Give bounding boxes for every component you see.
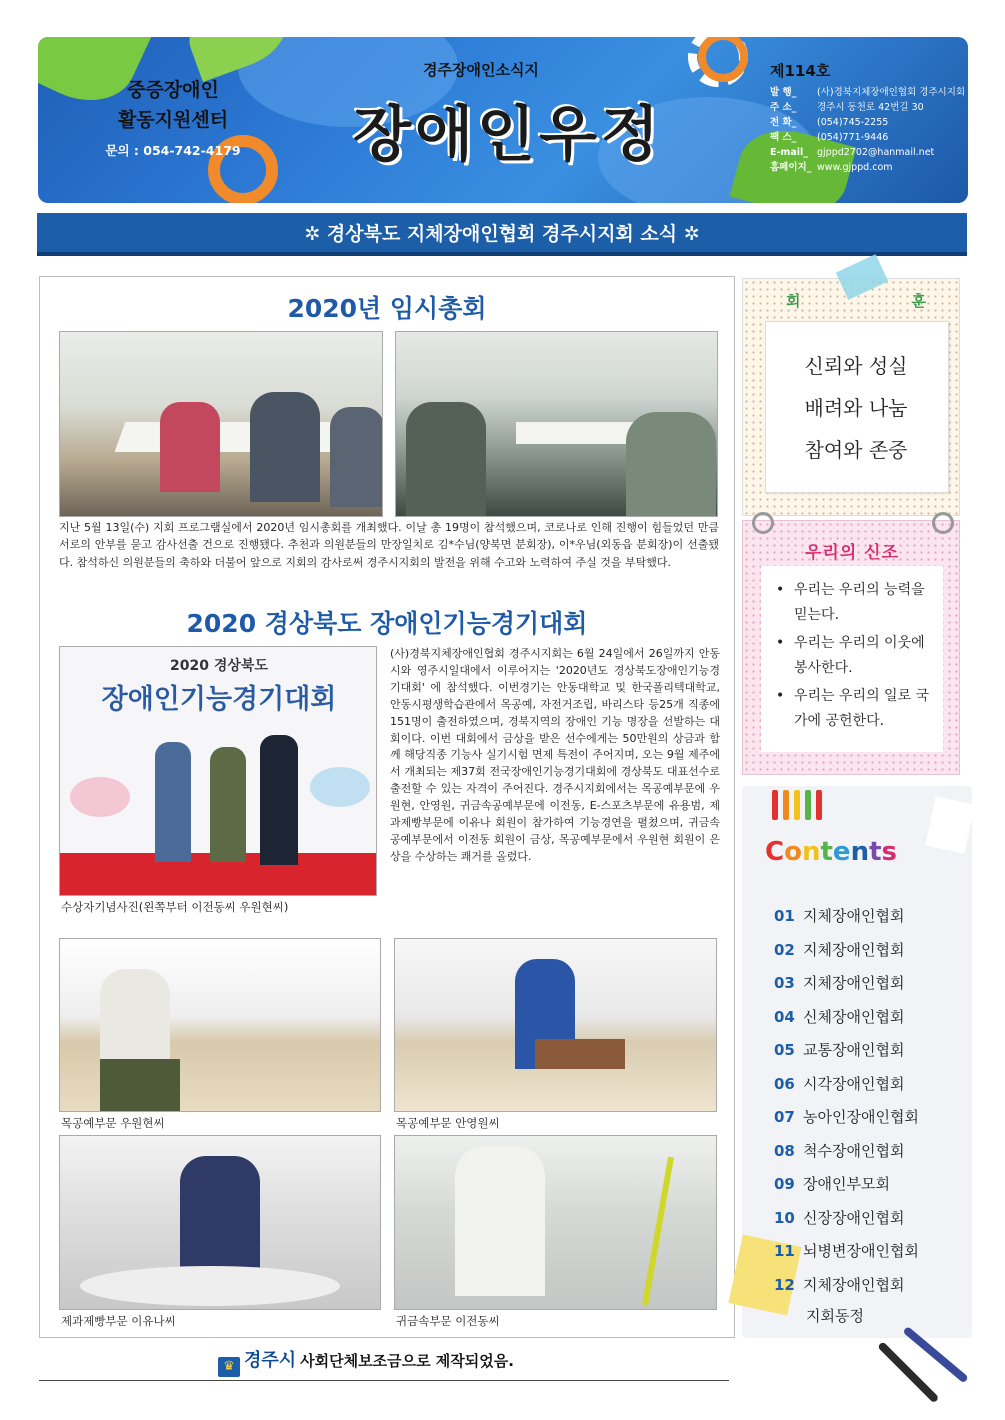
motto-heading: 회 훈: [786, 292, 926, 310]
person-shape: [455, 1146, 545, 1296]
handprint-decoration: [310, 767, 370, 807]
person-shape: [330, 407, 383, 507]
binder-ring-icon: [752, 512, 774, 534]
center-contact: 문의 : 054-742-4179: [105, 143, 241, 158]
toc-item[interactable]: 08 척수장애인협회: [774, 1141, 905, 1160]
toc-item[interactable]: 12 지체장애인협회: [774, 1275, 905, 1294]
motto-line: 참여와 존중: [804, 438, 908, 462]
toc-item[interactable]: 01 지체장애인협회: [774, 907, 905, 925]
masthead: [38, 37, 968, 203]
meeting-photo: [395, 331, 718, 517]
contents-title-letter: s: [881, 837, 897, 867]
poster-year: 2020 경상북도: [170, 658, 268, 674]
toc-item[interactable]: 07 농아인장애인협회: [774, 1108, 919, 1126]
city-logo-icon: ♛: [218, 1357, 240, 1377]
award-photo: [59, 646, 377, 896]
gallery-photo-jewelry: [394, 1135, 717, 1310]
publisher-info: [770, 60, 968, 175]
article1-title: 2020년 임시총회: [287, 294, 487, 323]
toc-item[interactable]: 10 신장장애인협회: [774, 1208, 905, 1227]
support-center: [78, 75, 268, 159]
article1-body: 지난 5월 13일(수) 지회 프로그램실에서 2020년 임시총회를 개최했다. 이날 총 19명이 참석했으며, 코로나로 인해 진행이 힘들었던 만큼 서로의 안부를 묻고 감사선출 건으로 진행됐다. 추천과 의원분들의 만장일치로 김*수님(양북면 분회장), 이*우님(외동읍 분회장)이 선출됐다. 참석하신 의원분들의 축하와 더불어 앞으로 지회의 감사로써 경주시지회의 발전을 위해 수고와 노력하여 주실 것을 부탁했다.: [59, 521, 719, 569]
center-name-line2: 활동지원센터: [117, 109, 229, 131]
contents-title-letter: t: [820, 837, 833, 867]
gallery-caption: 제과제빵부문 이유나씨: [61, 1314, 176, 1328]
toc-item[interactable]: 06 시각장애인협회: [774, 1074, 905, 1093]
section-banner: ✲ 경상북도 지체장애인협회 경주시지회 소식 ✲: [37, 213, 967, 256]
crayon-decoration: [772, 790, 822, 820]
city-name: 경주시: [244, 1350, 297, 1371]
gallery-caption: 귀금속부문 이전동씨: [396, 1314, 500, 1328]
toc-item[interactable]: 09 장애인부모회: [774, 1175, 890, 1193]
toc-item[interactable]: 02 지체장애인협회: [774, 940, 905, 959]
meta-row: 주 소_ 경주시 동천로 42번길 30: [770, 102, 924, 113]
motto-line: 신뢰와 성실: [804, 354, 908, 378]
person-shape: [100, 1059, 180, 1112]
meeting-photo: [59, 331, 383, 517]
creed-item: • 우리는 우리의 일로 국가에 공헌한다.: [772, 684, 942, 734]
contents-title-letter: n: [801, 837, 821, 867]
person-shape: [626, 412, 716, 517]
person-shape: [406, 402, 486, 517]
gallery-photo-baking: [59, 1135, 381, 1310]
person-shape: [155, 742, 191, 862]
article2-title: 2020 경상북도 장애인기능경기대회: [186, 609, 588, 638]
bowl-shape: [80, 1266, 340, 1306]
contents-title-letter: o: [784, 837, 802, 867]
funding-text: 사회단체보조금으로 제작되었음.: [300, 1352, 514, 1370]
meta-row: 팩 스_ (054)771-9446: [770, 132, 889, 143]
creed-item: • 우리는 우리의 이웃에 봉사한다.: [772, 631, 942, 681]
person-shape: [160, 402, 220, 492]
toc-item[interactable]: 11 뇌병변장애인협회: [774, 1242, 919, 1260]
person-shape: [250, 392, 320, 502]
magazine-title: 장애인우정: [353, 100, 663, 170]
magazine-subtitle: 경주장애인소식지: [423, 61, 539, 79]
center-name-line1: 중증장애인: [127, 79, 219, 101]
creed-heading: 우리의 신조: [804, 543, 900, 563]
creed-item: • 우리는 우리의 능력을 믿는다.: [772, 578, 942, 628]
gallery-caption: 목공예부문 우원현씨: [61, 1116, 165, 1130]
issue-number: 제114호: [770, 62, 831, 80]
contents-title-letter: n: [850, 837, 870, 867]
poster-title: 장애인기능경기대회: [101, 684, 337, 715]
meta-row: 발 행_ (사)경북지체장애인협회 경주시지회: [770, 87, 966, 98]
funding-notice: [218, 1346, 514, 1377]
creed-list: [772, 578, 942, 737]
wood-piece: [535, 1039, 625, 1069]
meta-row: 전 화_ (054)745-2255: [770, 117, 889, 128]
gallery-photo-woodwork-2: [394, 938, 717, 1112]
binder-ring-icon: [932, 512, 954, 534]
gallery-caption: 목공예부문 안영원씨: [396, 1116, 500, 1130]
toc-item[interactable]: 03 지체장애인협회: [774, 974, 905, 992]
toc-item[interactable]: 05 교통장애인협회: [774, 1041, 905, 1059]
motto-line: 배려와 나눔: [804, 396, 908, 420]
meta-row: E-mail_ gjppd2702@hanmail.net: [770, 147, 935, 158]
gallery-photo-woodwork-1: [59, 938, 381, 1112]
handprint-decoration: [70, 777, 130, 817]
contents-title-letter: e: [832, 837, 851, 867]
meta-row: 홈페이지_ www.gjppd.com: [770, 162, 893, 173]
person-shape: [210, 747, 246, 862]
contents-title: [765, 837, 897, 867]
article2-body: (사)경북지체장애인협회 경주시지회는 6월 24일에서 26일까지 안동시와 영주시일대에서 이루어지는 '2020년도 경상북도장애인기능경기대회' 에 참석했다. 이번경기는 안동대학교 및 한국폴리텍대학교, 안동시평생학습관에서 목공예, 자전거조립, 바리스타 등25개 직종에 151명이 출전하였으며, 경북지역의 장애인 기능 명장을 선발하는 대회이다. 이번 대회에서 금상을 받은 선수에게는 50만원의 상금과 함께 해당직종 기능사 실기시험 면제 특전이 주어지며, 오는 9월 제주에서 개최되는 제37회 전국장애인기능경기대회에 경상북도 대표선수로 출전할 수 있는 자격이 주어진다. 경주시지회에서는 목공예부문에 우원현, 안영원, 귀금속공예부문에 이전동, E-스포츠부문에 유용범, 제과제빵부문에 이유나 회원이 참가하여 기능경연을 펼쳤으며, 귀금속공예부문에서 이전동 회원이 금상, 목공예부문에서 우원현 회원이 은상을 수상하는 쾌거를 올렸다.: [390, 647, 720, 863]
award-photo-caption: 수상자기념사진(왼쪽부터 이전동씨 우원현씨): [61, 900, 289, 914]
table-of-contents: [774, 903, 919, 1305]
toc-item[interactable]: 04 신체장애인협회: [774, 1007, 905, 1026]
bottom-rule: [39, 1380, 729, 1381]
contents-title-letter: C: [765, 837, 785, 867]
toc-item-sub: 지회동정: [806, 1307, 864, 1325]
contents-title-letter: t: [869, 837, 882, 867]
person-shape: [260, 735, 298, 865]
